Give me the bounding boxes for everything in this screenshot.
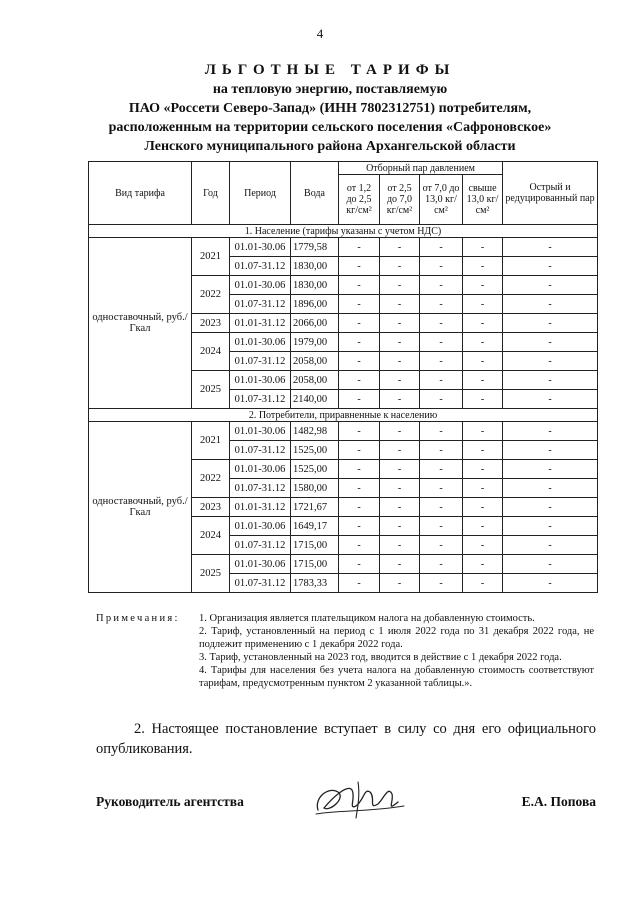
water-value-cell: 1979,00: [291, 333, 339, 352]
section-title: 1. Население (тарифы указаны с учетом НДС): [89, 225, 598, 238]
empty-value-cell: -: [463, 352, 503, 371]
empty-value-cell: -: [420, 441, 463, 460]
empty-value-cell: -: [339, 536, 380, 555]
empty-value-cell: -: [420, 574, 463, 593]
empty-value-cell: -: [380, 479, 420, 498]
title-line-1: на тепловую энергию, поставляемую: [212, 82, 448, 97]
empty-value-cell: -: [463, 314, 503, 333]
empty-value-cell: -: [380, 314, 420, 333]
document-title: [60, 60, 600, 156]
signature-block: [96, 790, 596, 820]
empty-value-cell: -: [503, 371, 598, 390]
empty-value-cell: -: [463, 498, 503, 517]
empty-value-cell: -: [380, 333, 420, 352]
empty-value-cell: -: [380, 498, 420, 517]
water-value-cell: 1779,58: [291, 238, 339, 257]
period-cell: 01.01-31.12: [230, 314, 291, 333]
empty-value-cell: -: [463, 460, 503, 479]
period-cell: 01.07-31.12: [230, 295, 291, 314]
period-cell: 01.01-30.06: [230, 517, 291, 536]
empty-value-cell: -: [503, 333, 598, 352]
empty-value-cell: -: [339, 422, 380, 441]
water-value-cell: 1830,00: [291, 276, 339, 295]
empty-value-cell: -: [339, 555, 380, 574]
empty-value-cell: -: [420, 352, 463, 371]
empty-value-cell: -: [503, 238, 598, 257]
tariff-type-cell: одноставочный, руб./Гкал: [89, 238, 192, 409]
header-year: Год: [192, 162, 230, 225]
water-value-cell: 1580,00: [291, 479, 339, 498]
empty-value-cell: -: [463, 536, 503, 555]
empty-value-cell: -: [503, 460, 598, 479]
year-cell: 2023: [192, 314, 230, 333]
empty-value-cell: -: [503, 257, 598, 276]
title-line-2: ПАО «Россети Северо-Запад» (ИНН 7802312751) потребителям,: [128, 101, 532, 116]
empty-value-cell: -: [503, 498, 598, 517]
year-cell: 2023: [192, 498, 230, 517]
notes-label: Примечания:: [96, 613, 180, 624]
water-value-cell: 1525,00: [291, 460, 339, 479]
empty-value-cell: -: [380, 536, 420, 555]
empty-value-cell: -: [339, 460, 380, 479]
empty-value-cell: -: [380, 460, 420, 479]
period-cell: 01.01-30.06: [230, 333, 291, 352]
empty-value-cell: -: [380, 276, 420, 295]
tariff-table: [88, 161, 598, 593]
empty-value-cell: -: [380, 257, 420, 276]
empty-value-cell: -: [339, 295, 380, 314]
empty-value-cell: -: [380, 238, 420, 257]
period-cell: 01.01-30.06: [230, 422, 291, 441]
empty-value-cell: -: [339, 352, 380, 371]
header-sharp-steam: Острый и редуцированный пар: [503, 162, 598, 225]
section-header-row: [89, 225, 598, 238]
year-cell: 2021: [192, 238, 230, 276]
empty-value-cell: -: [380, 517, 420, 536]
header-steam-group: Отборный пар давлением: [339, 162, 503, 175]
header-period: Период: [230, 162, 291, 225]
header-steam-1: от 1,2 до 2,5 кг/см²: [339, 175, 380, 225]
empty-value-cell: -: [503, 574, 598, 593]
period-cell: 01.01-30.06: [230, 371, 291, 390]
page-number: 4: [316, 26, 324, 41]
title-main: ЛЬГОТНЫЕ ТАРИФЫ: [204, 62, 456, 78]
water-value-cell: 1482,98: [291, 422, 339, 441]
note-item: 1. Организация является плательщиком налога на добавленную стоимость.: [199, 613, 535, 624]
table-row: [89, 422, 598, 441]
empty-value-cell: -: [339, 238, 380, 257]
empty-value-cell: -: [380, 371, 420, 390]
empty-value-cell: -: [339, 257, 380, 276]
empty-value-cell: -: [420, 555, 463, 574]
empty-value-cell: -: [339, 371, 380, 390]
water-value-cell: 1715,00: [291, 536, 339, 555]
closing-paragraph: 2. Настоящее постановление вступает в силу со дня его официального опубликования.: [96, 721, 596, 757]
empty-value-cell: -: [380, 352, 420, 371]
empty-value-cell: -: [380, 441, 420, 460]
empty-value-cell: -: [420, 460, 463, 479]
water-value-cell: 1896,00: [291, 295, 339, 314]
empty-value-cell: -: [420, 498, 463, 517]
empty-value-cell: -: [503, 295, 598, 314]
empty-value-cell: -: [503, 441, 598, 460]
empty-value-cell: -: [463, 422, 503, 441]
period-cell: 01.01-30.06: [230, 555, 291, 574]
note-item: 2. Тариф, установленный на период с 1 июля 2022 года по 31 декабря 2022 года, не подлежит применению с 1 декабря 2022 года.: [199, 626, 594, 650]
empty-value-cell: -: [380, 574, 420, 593]
empty-value-cell: -: [420, 257, 463, 276]
year-cell: 2024: [192, 333, 230, 371]
table-row: [89, 238, 598, 257]
empty-value-cell: -: [339, 276, 380, 295]
empty-value-cell: -: [339, 314, 380, 333]
period-cell: 01.07-31.12: [230, 257, 291, 276]
period-cell: 01.07-31.12: [230, 536, 291, 555]
year-cell: 2021: [192, 422, 230, 460]
period-cell: 01.01-30.06: [230, 460, 291, 479]
handwritten-signature: [308, 776, 408, 822]
water-value-cell: 1715,00: [291, 555, 339, 574]
water-value-cell: 2058,00: [291, 352, 339, 371]
empty-value-cell: -: [420, 517, 463, 536]
empty-value-cell: -: [380, 295, 420, 314]
empty-value-cell: -: [463, 295, 503, 314]
period-cell: 01.07-31.12: [230, 479, 291, 498]
empty-value-cell: -: [420, 479, 463, 498]
note-item: 4. Тарифы для населения без учета налога на добавленную стоимость соответствуют тарифам, предусмотренным пунктом 2 указанной таблицы.».: [199, 665, 594, 689]
empty-value-cell: -: [420, 314, 463, 333]
year-cell: 2025: [192, 555, 230, 593]
empty-value-cell: -: [503, 422, 598, 441]
empty-value-cell: -: [503, 517, 598, 536]
notes-list: [199, 612, 594, 690]
water-value-cell: 2058,00: [291, 371, 339, 390]
empty-value-cell: -: [503, 479, 598, 498]
empty-value-cell: -: [420, 536, 463, 555]
empty-value-cell: -: [420, 422, 463, 441]
signatory-role: Руководитель агентства: [96, 794, 244, 809]
header-steam-3: от 7,0 до 13,0 кг/см²: [420, 175, 463, 225]
empty-value-cell: -: [339, 390, 380, 409]
empty-value-cell: -: [380, 390, 420, 409]
period-cell: 01.07-31.12: [230, 574, 291, 593]
empty-value-cell: -: [463, 517, 503, 536]
header-tariff-type: Вид тарифа: [89, 162, 192, 225]
empty-value-cell: -: [339, 574, 380, 593]
empty-value-cell: -: [463, 441, 503, 460]
header-steam-4: свыше 13,0 кг/см²: [463, 175, 503, 225]
period-cell: 01.07-31.12: [230, 441, 291, 460]
signatory-name: Е.А. Попова: [521, 794, 596, 809]
period-cell: 01.01-31.12: [230, 498, 291, 517]
empty-value-cell: -: [503, 352, 598, 371]
empty-value-cell: -: [503, 314, 598, 333]
empty-value-cell: -: [420, 238, 463, 257]
empty-value-cell: -: [503, 555, 598, 574]
year-cell: 2025: [192, 371, 230, 409]
year-cell: 2024: [192, 517, 230, 555]
empty-value-cell: -: [420, 276, 463, 295]
water-value-cell: 1830,00: [291, 257, 339, 276]
empty-value-cell: -: [339, 498, 380, 517]
empty-value-cell: -: [463, 276, 503, 295]
water-value-cell: 1783,33: [291, 574, 339, 593]
title-line-3: расположенным на территории сельского поселения «Сафроновское»: [108, 120, 552, 135]
year-cell: 2022: [192, 460, 230, 498]
empty-value-cell: -: [463, 371, 503, 390]
year-cell: 2022: [192, 276, 230, 314]
water-value-cell: 1525,00: [291, 441, 339, 460]
empty-value-cell: -: [420, 333, 463, 352]
section-header-row: [89, 409, 598, 422]
empty-value-cell: -: [420, 390, 463, 409]
empty-value-cell: -: [463, 333, 503, 352]
empty-value-cell: -: [503, 536, 598, 555]
section-title: 2. Потребители, приравненные к населению: [89, 409, 598, 422]
empty-value-cell: -: [420, 371, 463, 390]
tariff-type-cell: одноставочный, руб./Гкал: [89, 422, 192, 593]
period-cell: 01.01-30.06: [230, 276, 291, 295]
period-cell: 01.07-31.12: [230, 352, 291, 371]
empty-value-cell: -: [380, 422, 420, 441]
empty-value-cell: -: [380, 555, 420, 574]
header-steam-2: от 2,5 до 7,0 кг/см²: [380, 175, 420, 225]
empty-value-cell: -: [463, 574, 503, 593]
empty-value-cell: -: [339, 441, 380, 460]
empty-value-cell: -: [503, 390, 598, 409]
water-value-cell: 1649,17: [291, 517, 339, 536]
empty-value-cell: -: [339, 517, 380, 536]
table-body: [89, 225, 598, 593]
water-value-cell: 2066,00: [291, 314, 339, 333]
title-line-4: Ленского муниципального района Архангельской области: [144, 139, 516, 154]
empty-value-cell: -: [463, 390, 503, 409]
empty-value-cell: -: [339, 333, 380, 352]
water-value-cell: 1721,67: [291, 498, 339, 517]
empty-value-cell: -: [339, 479, 380, 498]
period-cell: 01.07-31.12: [230, 390, 291, 409]
period-cell: 01.01-30.06: [230, 238, 291, 257]
note-item: 3. Тариф, установленный на 2023 год, вводится в действие с 1 декабря 2022 года.: [199, 652, 562, 663]
empty-value-cell: -: [463, 238, 503, 257]
empty-value-cell: -: [463, 479, 503, 498]
water-value-cell: 2140,00: [291, 390, 339, 409]
empty-value-cell: -: [503, 276, 598, 295]
empty-value-cell: -: [420, 295, 463, 314]
empty-value-cell: -: [463, 257, 503, 276]
empty-value-cell: -: [463, 555, 503, 574]
header-water: Вода: [291, 162, 339, 225]
